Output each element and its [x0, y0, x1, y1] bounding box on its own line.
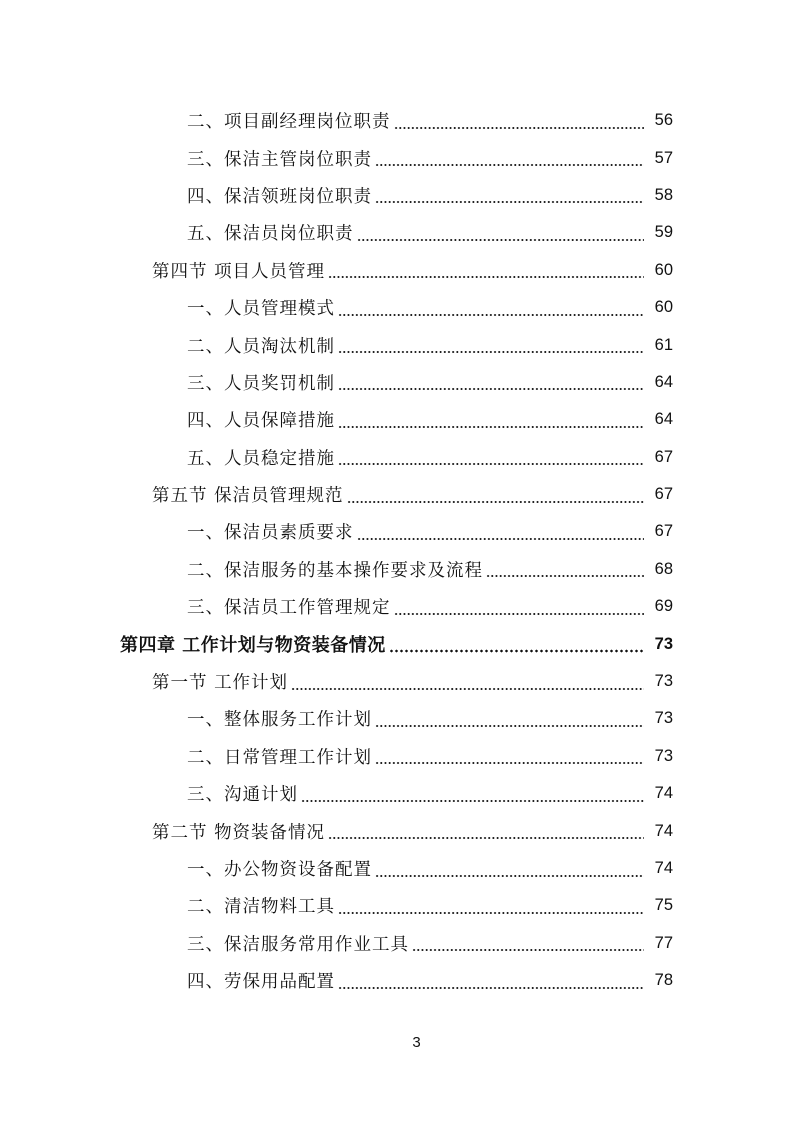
toc-entry-title: 第四节 项目人员管理 [152, 261, 326, 282]
toc-entry-page: 78 [654, 971, 673, 990]
toc-entry-title: 二、保洁服务的基本操作要求及流程 [187, 560, 483, 581]
dot-leader [338, 298, 644, 318]
dot-leader [486, 559, 644, 579]
toc-entry-title: 二、人员淘汰机制 [187, 336, 335, 357]
toc-entry[interactable] [0, 177, 793, 214]
dot-leader [338, 410, 644, 430]
toc-entry[interactable] [0, 326, 793, 363]
toc-entry-page: 67 [654, 522, 673, 541]
toc-entry-page: 59 [654, 223, 673, 242]
toc-entry-title: 一、保洁员素质要求 [187, 523, 354, 544]
toc-entry[interactable] [0, 551, 793, 588]
toc-section-entry[interactable] [0, 252, 793, 289]
dot-leader [338, 896, 644, 916]
toc-entry-page: 67 [654, 485, 673, 504]
toc-entry-page: 69 [654, 597, 673, 616]
toc-entry-page: 73 [654, 746, 673, 765]
toc-entry-page: 75 [654, 896, 673, 915]
toc-entry[interactable] [0, 401, 793, 438]
toc-entry-page: 73 [654, 672, 673, 691]
dot-leader [375, 185, 644, 205]
toc-entry-title: 二、清洁物料工具 [187, 897, 335, 918]
toc-entry-title: 一、整体服务工作计划 [187, 710, 372, 731]
dot-leader [375, 709, 644, 729]
dot-leader [338, 335, 644, 355]
toc-entry-page: 74 [654, 859, 673, 877]
toc-entry[interactable] [0, 289, 793, 326]
toc-entry-title: 五、保洁员岗位职责 [187, 224, 354, 245]
toc-chapter-title: 第四章 工作计划与物资装备情况 [120, 635, 386, 657]
dot-leader [291, 672, 644, 692]
toc-entry-page: 74 [654, 821, 673, 840]
toc-entry-page: 57 [654, 148, 673, 167]
dot-leader [338, 971, 644, 991]
toc-entry-page: 73 [654, 634, 673, 653]
page-number: 3 [412, 1034, 421, 1051]
toc-entry-page: 60 [654, 260, 673, 279]
toc-entry-page: 67 [654, 447, 673, 466]
toc-section-entry[interactable] [0, 663, 793, 700]
toc-entry[interactable] [0, 439, 793, 476]
toc-entry[interactable] [0, 925, 793, 962]
dot-leader [347, 485, 644, 505]
toc-entry-title: 一、办公物资设备配置 [187, 860, 372, 880]
dot-leader [357, 223, 645, 243]
toc-entry-title: 二、日常管理工作计划 [187, 747, 372, 768]
toc-entry-page: 61 [654, 335, 673, 354]
toc-entry-title: 一、人员管理模式 [187, 299, 335, 320]
toc-entry-page: 64 [654, 410, 673, 429]
toc-entry-title: 三、沟通计划 [187, 785, 298, 806]
dot-leader [394, 111, 645, 131]
toc-entry[interactable] [0, 214, 793, 251]
dot-leader [357, 522, 645, 542]
toc-section-entry[interactable] [0, 812, 793, 849]
toc-entry[interactable] [0, 588, 793, 625]
dot-leader [412, 933, 644, 953]
toc-entry-page: 64 [654, 372, 673, 391]
dot-leader [389, 634, 644, 654]
toc-entry-title: 三、保洁主管岗位职责 [187, 149, 372, 170]
toc-entry-page: 58 [654, 185, 673, 204]
toc-entry-title: 第二节 物资装备情况 [152, 822, 326, 843]
dot-leader [394, 597, 645, 617]
toc-section-entry[interactable] [0, 476, 793, 513]
toc-entry-title: 四、保洁领班岗位职责 [187, 186, 372, 207]
toc-entry-title: 四、劳保用品配置 [187, 972, 335, 993]
toc-entry[interactable] [0, 775, 793, 812]
toc-entry-title: 五、人员稳定措施 [187, 448, 335, 469]
toc-entry-title: 第五节 保洁员管理规范 [152, 486, 344, 507]
dot-leader [328, 260, 644, 280]
dot-leader [338, 372, 644, 392]
toc-entry-page: 68 [654, 559, 673, 578]
toc-entry-title: 二、项目副经理岗位职责 [187, 112, 391, 133]
toc-entry-page: 77 [654, 933, 673, 952]
toc-entry[interactable] [0, 102, 793, 139]
toc-entry-title: 第一节 工作计划 [152, 673, 289, 694]
dot-leader [375, 746, 644, 766]
toc-entry[interactable] [0, 887, 793, 924]
toc-entry-title: 三、保洁员工作管理规定 [187, 598, 391, 619]
toc-entry-page: 60 [654, 298, 673, 317]
toc-entry-title: 三、人员奖罚机制 [187, 373, 335, 394]
toc-entry[interactable] [0, 700, 793, 737]
toc-chapter-entry[interactable] [0, 625, 793, 662]
toc-entry[interactable] [0, 738, 793, 775]
dot-leader [338, 447, 644, 467]
toc-entry-page: 73 [654, 709, 673, 728]
toc-entry-page: 74 [654, 784, 673, 803]
toc-entry[interactable] [0, 139, 793, 176]
dot-leader [375, 148, 644, 168]
dot-leader [328, 821, 644, 841]
dot-leader [301, 784, 644, 804]
toc-entry[interactable] [0, 364, 793, 401]
toc-entry[interactable] [0, 962, 793, 999]
toc-entry-page: 56 [654, 111, 673, 130]
toc-entry-title: 三、保洁服务常用作业工具 [187, 934, 409, 955]
toc-entry[interactable] [0, 850, 793, 887]
toc-entry-title: 四、人员保障措施 [187, 411, 335, 432]
table-of-contents [0, 102, 793, 999]
toc-entry[interactable] [0, 513, 793, 550]
dot-leader [375, 859, 644, 879]
